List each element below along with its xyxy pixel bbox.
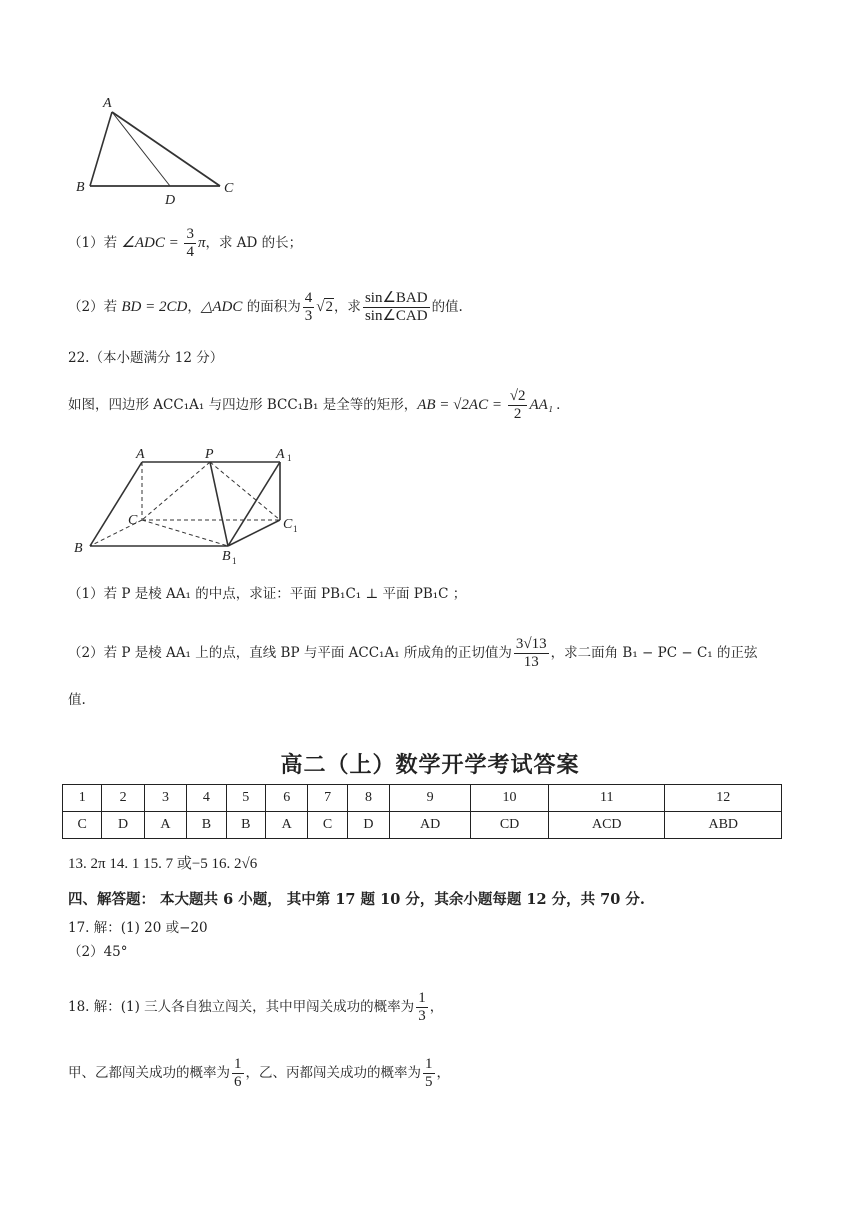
svg-text:1: 1 [232, 556, 237, 566]
answer-row-values [63, 812, 782, 839]
label-c: C [128, 513, 138, 528]
answer-number-cell: 10 [471, 785, 549, 812]
answer-value-cell: ABD [665, 812, 782, 839]
solution-17-part2: （2）45° [68, 944, 128, 960]
q22-part2: （2）若 P 是棱 AA₁ 上的点，直线 BP 与平面 ACC₁A₁ 所成角的正切值为 $\frac{3√13}{13}$ ，求二面角 B₁ − PC − C₁ 的正弦 [68, 636, 758, 670]
svg-text:1: 1 [293, 524, 298, 534]
answer-value-cell: ACD [549, 812, 665, 839]
label-a: A [136, 447, 145, 462]
answer-number-cell: 12 [665, 785, 782, 812]
answer-value-cell: B [226, 812, 265, 839]
answer-value-cell: C [63, 812, 102, 839]
answer-number-cell: 1 [63, 785, 102, 812]
answer-number-cell: 2 [102, 785, 144, 812]
answer-value-cell: D [347, 812, 389, 839]
svg-text:1: 1 [287, 453, 292, 463]
answer-number-cell: 4 [187, 785, 226, 812]
answer-value-cell: B [187, 812, 226, 839]
q22-part2-end: 值. [68, 692, 86, 708]
label-a1: A [276, 447, 285, 462]
label-c1: C [283, 517, 293, 532]
triangle-figure [70, 92, 250, 210]
answer-value-cell: C [308, 812, 347, 839]
answer-value-cell: AD [390, 812, 471, 839]
answer-number-cell: 11 [549, 785, 665, 812]
label-d: D [165, 193, 176, 208]
answer-table [62, 784, 782, 839]
label-b1: B [222, 549, 231, 564]
q22-intro: 如图，四边形 ACC₁A₁ 与四边形 BCC₁B₁ 是全等的矩形，AB = √2AC = $\frac{√2}{2}$ AA₁ . [68, 388, 561, 422]
label-b: B [76, 180, 85, 195]
answer-number-cell: 9 [390, 785, 471, 812]
answers-title: 高二（上）数学开学考试答案 [280, 752, 580, 778]
answer-value-cell: D [102, 812, 144, 839]
answer-value-cell: A [266, 812, 308, 839]
q21-part2: （2）若 BD = 2CD，△ADC 的面积为 $\frac{4}{3}$ √2，求 $\frac{\text{sin∠BAD}}{\text{sin∠CAD}}$ 的值. [68, 290, 463, 324]
solution-18-line2: 甲、乙都闯关成功的概率为 $\frac{1}{6}$ ，乙、丙都闯关成功的概率为 $\frac{1}{5}$ ， [68, 1056, 450, 1090]
answer-number-cell: 8 [347, 785, 389, 812]
prism-figure [70, 444, 310, 568]
label-b: B [74, 541, 83, 556]
answer-value-cell: A [144, 812, 186, 839]
label-a: A [103, 96, 112, 111]
answer-number-cell: 6 [266, 785, 308, 812]
answer-number-cell: 7 [308, 785, 347, 812]
label-c: C [224, 181, 234, 196]
q22-part1: （1）若 P 是棱 AA₁ 的中点，求证：平面 PB₁C₁ ⊥ 平面 PB₁C ； [68, 586, 467, 602]
answer-value-cell: CD [471, 812, 549, 839]
fill-in-answers: 13. 2π 14. 1 15. 7 或−5 16. 2√6 [68, 856, 258, 872]
q22-header: 22.（本小题满分 12 分） [68, 350, 224, 366]
solution-18-line1: 18. 解：(1) 三人各自独立闯关，其中甲闯关成功的概率为 $\frac{1}{3}$ ， [68, 990, 444, 1024]
answer-row-numbers [63, 785, 782, 812]
label-p: P [205, 447, 214, 462]
section-header: 四、解答题： 本大题共 6 小题， 其中第 17 题 10 分，其余小题每题 12 分，共 70 分. [68, 891, 645, 908]
answer-number-cell: 5 [226, 785, 265, 812]
answer-number-cell: 3 [144, 785, 186, 812]
solution-17-part1: 17. 解：(1) 20 或−20 [68, 920, 208, 936]
q21-part1: （1）若 ∠ADC = $\frac{3}{4}$ π，求 AD 的长； [68, 226, 303, 260]
